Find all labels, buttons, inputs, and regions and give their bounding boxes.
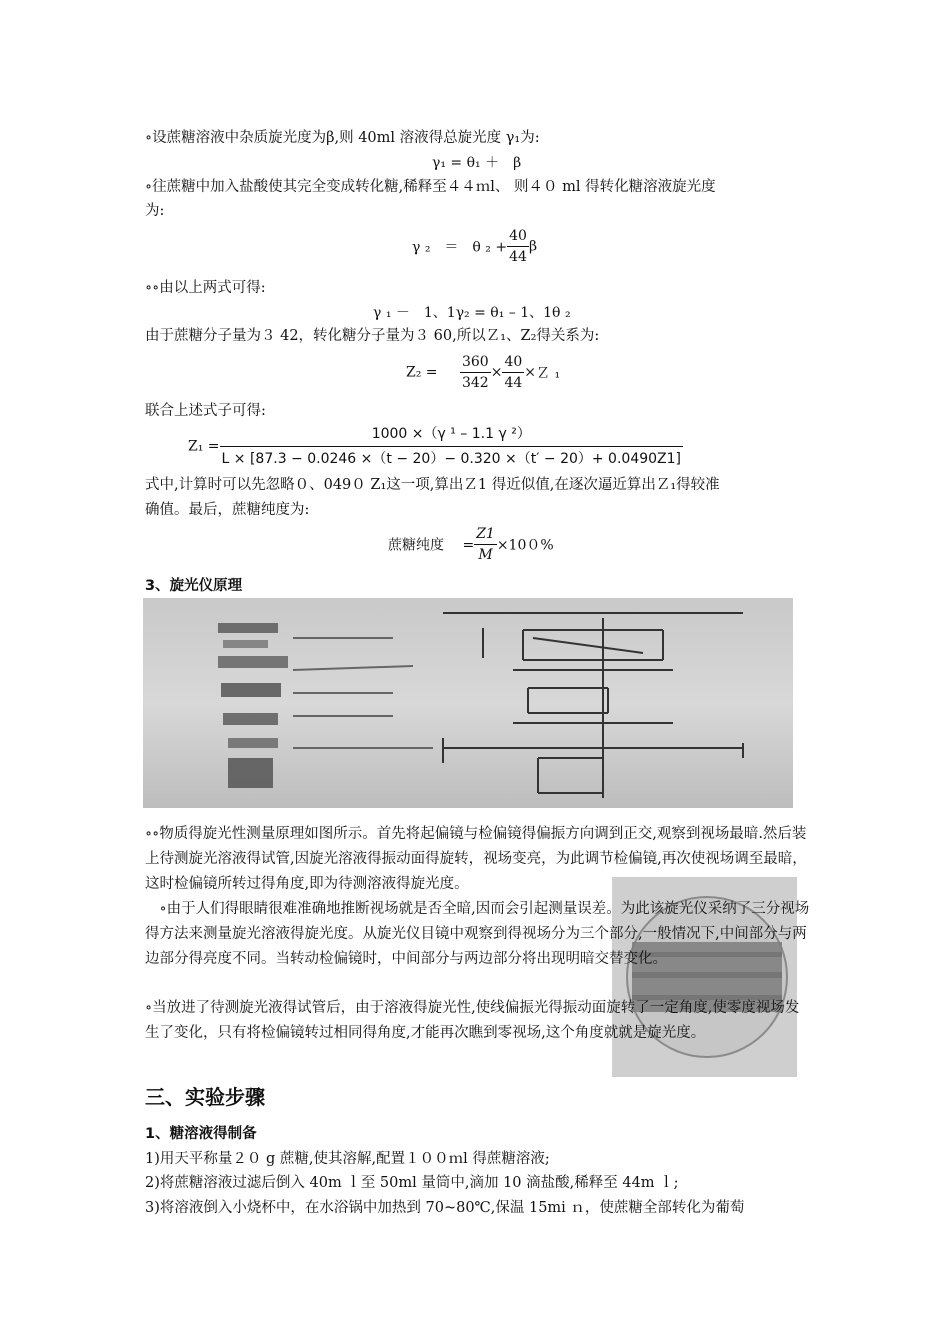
- eq6-lhs: 蔗糖纯度 =: [388, 537, 475, 554]
- eq2-lhs: γ ₂ ＝ θ ₂ +: [412, 239, 508, 256]
- heading-polarimeter-principle: 3、旋光仪原理: [145, 578, 243, 594]
- fraction-40-44: [507, 226, 529, 267]
- eq2-num: 40: [507, 226, 529, 247]
- eq5-num: 1000 ×（γ ¹ – 1.1 γ ²）: [220, 424, 683, 447]
- para-optical-rotation-principle: ∘∘物质得旋光性测量原理如图所示。首先将起偏镜与检偏镜得偏振方向调到正交,观察到视场最暗.然后装上待测旋光溶液得试管,因旋光溶液得振动面得旋转，视场变亮，为此调节检偏镜,再次使视场调至最暗，这时检偏镜所转过得角度,即为待测溶液得旋光度。: [145, 826, 807, 892]
- eq6-rhs: ×10０%: [496, 537, 554, 554]
- section-heading-experiment-steps: 三、实验步骤: [145, 1085, 265, 1109]
- eq6-num: Z1: [474, 524, 497, 545]
- eq4-den2: 44: [504, 375, 523, 391]
- para-hydrolysis-cont: 为:: [145, 203, 165, 219]
- step-1: 1)用天平称量２０ g 蔗糖,使其溶解,配置１００ｍl 得蔗糖溶液;: [145, 1151, 550, 1167]
- subheading-solution-prep: 1、糖溶液得制备: [145, 1126, 257, 1142]
- equation-purity: [388, 524, 554, 565]
- para-combine: ∘∘由以上两式可得:: [145, 280, 266, 296]
- eq4-den1: 342: [461, 375, 489, 391]
- para-hydrolysis: ∘往蔗糖中加入盐酸使其完全变成转化糖,稀释至４４ｍl、 则４０ ml 得转化糖溶液旋光度: [145, 179, 716, 195]
- eq5-den: L × [87.3 − 0.0246 ×（t − 20）− 0.320 ×（t′ − 20）+ 0.0490Z1]: [221, 451, 682, 467]
- eq4-num1: 360: [460, 352, 491, 373]
- para-impurity: ∘设蔗糖溶液中杂质旋光度为β,则 40ml 溶液得总旋光度 γ₁为:: [145, 130, 540, 146]
- fraction-z1: [220, 424, 683, 469]
- polarimeter-diagram-image: [143, 598, 793, 808]
- eq4-num2: 40: [502, 352, 524, 373]
- eq2-rhs: β: [528, 238, 538, 255]
- eq2-den: 44: [509, 249, 527, 265]
- eq6-den: M: [478, 547, 493, 563]
- step-2: 2)将蔗糖溶液过滤后倒入 40m ｌ至 50ml 量筒中,滴加 10 滴盐酸,稀释至 44m ｌ;: [145, 1175, 679, 1191]
- eq5-lhs: Z₁ =: [188, 438, 220, 455]
- fraction-360-342: [460, 352, 491, 393]
- equation-combined: γ ₁ － 1、1γ₂ = θ₁ – 1、1θ ₂: [373, 305, 571, 321]
- step-3: 3)将溶液倒入小烧杯中，在水浴锅中加热到 70~80℃,保温 15mi ｎ，使蔗糖全部转化为葡萄: [145, 1200, 745, 1216]
- para-rotation-angle: ∘当放进了待测旋光液得试管后，由于溶液得旋光性,使线偏振光得振动面旋转了一定角度,使零度视场发生了变化，只有将检偏镜转过相同得角度,才能再次瞧到零视场,这个角度就就是旋光度。: [145, 1000, 800, 1041]
- eq4-lhs: Z₂ =: [406, 364, 438, 381]
- para-approximation-cont: 确值。最后，蔗糖纯度为:: [145, 502, 310, 518]
- para-approximation: 式中,计算时可以先忽略０、049０ Z₁这一项,算出Ｚ1 得近似值,在逐次逼近算出Ｚ₁得较准: [145, 477, 720, 493]
- para-molecular-weight: 由于蔗糖分子量为３ 42，转化糖分子量为３ 60,所以Ｚ₁、Z₂得关系为:: [145, 328, 600, 344]
- fraction-z1-m: [474, 524, 497, 565]
- eq4-rhs: Ｚ ₁: [536, 365, 561, 382]
- equation-z1: [188, 424, 683, 469]
- equation-gamma2: [412, 226, 537, 267]
- equation-z2: Z₂ = $\frac{360}{342}$ × $\frac{40}{44}$ ×Ｚ ₁: [406, 354, 561, 391]
- para-three-field-method: ∘由于人们得眼睛很难准确地推断视场就是否全暗,因而会引起测量误差。为此该旋光仪采纳了三分视场得方法来测量旋光溶液得旋光度。从旋光仪目镜中观察到得视场分为三个部分,一般情况下,中间部分与两边部分得亮度不同。当转动检偏镜时，中间部分与两边部分将出现明暗交替变化。: [145, 901, 810, 967]
- fraction-40-44b: [502, 352, 524, 393]
- equation-gamma1: γ₁ = θ₁ ＋ β: [432, 155, 522, 171]
- para-combine-formula: 联合上述式子可得:: [145, 403, 266, 419]
